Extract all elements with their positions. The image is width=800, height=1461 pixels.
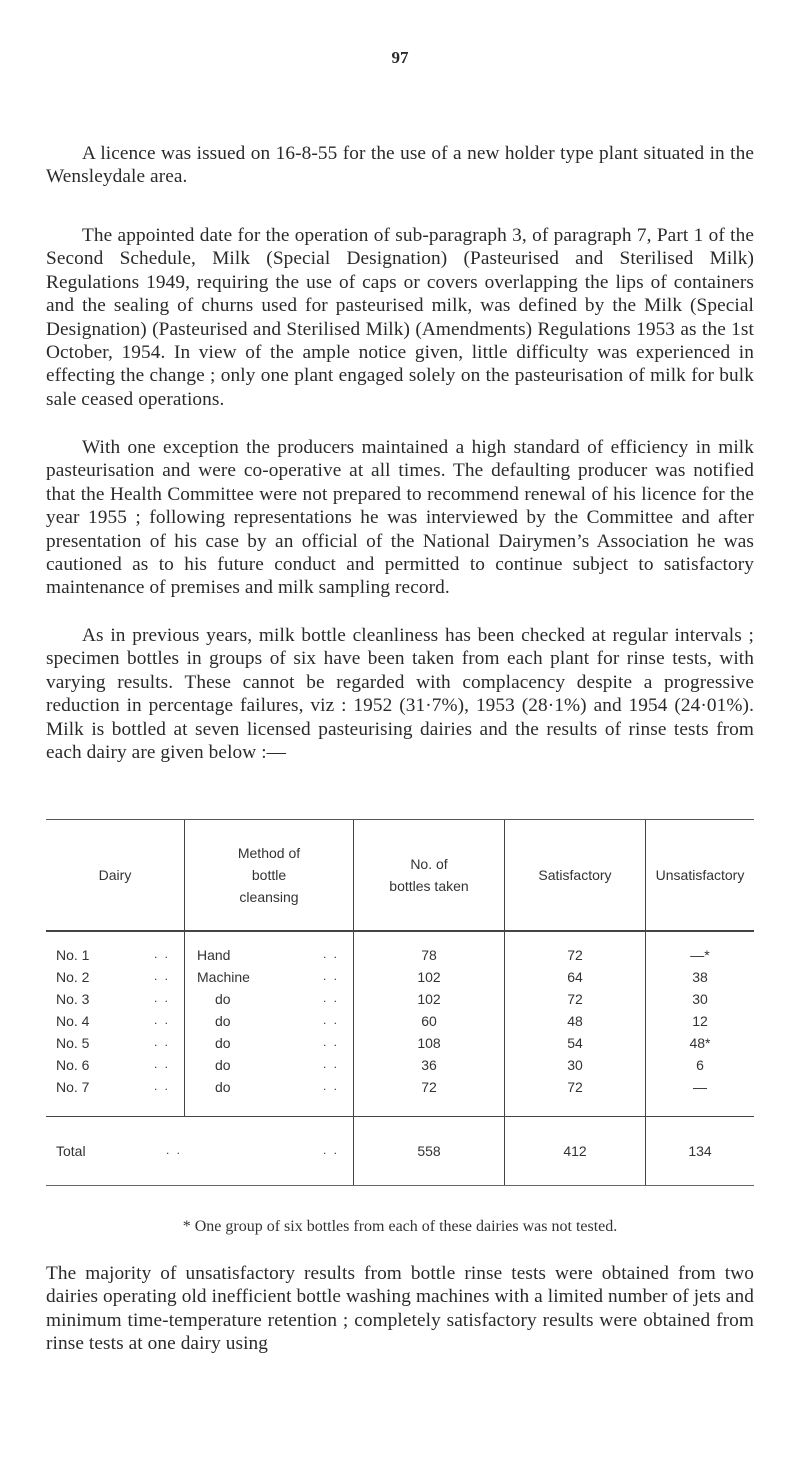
cell-total-satisfactory: 412: [505, 1117, 646, 1186]
cell-total-label: Total . . . .: [46, 1117, 354, 1186]
cell-method: do . .: [185, 1010, 354, 1032]
cell-satisfactory: 72: [505, 988, 646, 1010]
cell-dairy: No. 6 . .: [56, 1057, 170, 1073]
table-footnote: * One group of six bottles from each of these dairies was not tested.: [182, 1218, 618, 1235]
cell-unsatisfactory: 6: [646, 1054, 755, 1076]
table-header-row: [46, 820, 754, 932]
cell-satisfactory: 72: [505, 931, 646, 966]
cell-bottles: 102: [354, 966, 505, 988]
paragraph-producers: With one exception the producers maintained a high standard of efficiency in milk pasteurisation and were co-operative at all times. The defaulting producer was notified that the Health Committee were not prepared to recommend renewal of his licence for the year 1955 ; following representations he was interviewed by the Committee and after presentation of his case by an official of the National Dairymen’s Association he was cautioned as to his future conduct and permitted to continue subject to satisfactory maintenance of premises and milk sampling record.: [46, 437, 754, 599]
cell-dairy: No. 2 . .: [56, 969, 170, 985]
cell-method: Machine . .: [185, 966, 354, 988]
cell-bottles: 78: [354, 931, 505, 966]
cell-method: do . .: [185, 988, 354, 1010]
paragraph-appointed-date: The appointed date for the operation of sub-paragraph 3, of paragraph 7, Part 1 of the Second Schedule, Milk (Special Designation) (Pasteurised and Sterilised Milk) Regulations 1949, requiring the use of caps or covers overlapping the lips of containers and the sealing of churns used for pasteurised milk, was defined by the Milk (Special Designation) (Pasteurised and Sterilised Milk) (Amendments) Regulations 1953 as the 1st October, 1954. In view of the ample notice given, little difficulty was experienced in effecting the change ; only one plant engaged solely on the pasteurisation of milk for bulk sale ceased operations.: [46, 225, 754, 410]
table-row: [46, 966, 754, 988]
paragraph-unsatisfactory-results: The majority of unsatisfactory results from bottle rinse tests were obtained from two dairies operating old inefficient bottle washing machines with a limited number of jets and minimum time-temperature retention ; completely satisfactory results were obtained from rinse tests at one dairy using: [46, 1263, 754, 1355]
cell-unsatisfactory: 48*: [646, 1032, 755, 1054]
leader-dots: . .: [166, 1143, 183, 1157]
table-spacer-row: [46, 1098, 754, 1117]
paragraph-bottle-cleanliness: As in previous years, milk bottle cleanliness has been checked at regular intervals ; specimen bottles in groups of six have been taken from each plant for rinse tests, with varying results. These cannot be regarded with complacency despite a progressive reduction in percentage failures, viz : 1952 (31·7%), 1953 (28·1%) and 1954 (24·01%). Milk is bottled at seven licensed pasteurising dairies and the results of rinse tests from each dairy are given below :—: [46, 625, 754, 764]
cell-bottles: 72: [354, 1076, 505, 1098]
cell-unsatisfactory: 12: [646, 1010, 755, 1032]
cell-method: Hand . .: [185, 931, 354, 966]
cell-dairy: No. 7 . .: [56, 1079, 170, 1095]
cell-satisfactory: 48: [505, 1010, 646, 1032]
rinse-test-table: [46, 819, 754, 1186]
table-row: [46, 1032, 754, 1054]
header-satisfactory: Satisfactory: [505, 820, 646, 932]
header-bottles-taken: No. of bottles taken: [354, 820, 505, 932]
cell-total-unsatisfactory: 134: [646, 1117, 755, 1186]
table-row: [46, 1010, 754, 1032]
cell-method: do . .: [185, 1032, 354, 1054]
leader-dots: . .: [322, 1143, 339, 1157]
cell-satisfactory: 54: [505, 1032, 646, 1054]
cell-dairy: No. 4 . .: [56, 1013, 170, 1029]
paragraph-licence: A licence was issued on 16-8-55 for the use of a new holder type plant situated in the Wensleydale area.: [46, 143, 754, 188]
cell-bottles: 108: [354, 1032, 505, 1054]
cell-unsatisfactory: —: [646, 1076, 755, 1098]
cell-method: do . .: [185, 1076, 354, 1098]
page-number: 97: [391, 48, 409, 67]
cell-bottles: 36: [354, 1054, 505, 1076]
cell-bottles: 60: [354, 1010, 505, 1032]
cell-bottles: 102: [354, 988, 505, 1010]
cell-total-bottles: 558: [354, 1117, 505, 1186]
cell-dairy: No. 1 . .: [56, 947, 170, 963]
header-dairy: Dairy: [46, 820, 185, 932]
header-unsatisfactory: Unsatisfactory: [646, 820, 755, 932]
cell-satisfactory: 30: [505, 1054, 646, 1076]
cell-unsatisfactory: —*: [646, 931, 755, 966]
table-row: [46, 1054, 754, 1076]
cell-dairy: No. 3 . .: [56, 991, 170, 1007]
cell-satisfactory: 72: [505, 1076, 646, 1098]
cell-dairy: No. 5 . .: [56, 1035, 170, 1051]
cell-unsatisfactory: 38: [646, 966, 755, 988]
cell-unsatisfactory: 30: [646, 988, 755, 1010]
table-row: [46, 988, 754, 1010]
table-row: [46, 1076, 754, 1098]
cell-method: do . .: [185, 1054, 354, 1076]
cell-satisfactory: 64: [505, 966, 646, 988]
table-total-row: [46, 1117, 754, 1186]
header-method: Method of bottle cleansing: [185, 820, 354, 932]
table-row: [46, 931, 754, 966]
